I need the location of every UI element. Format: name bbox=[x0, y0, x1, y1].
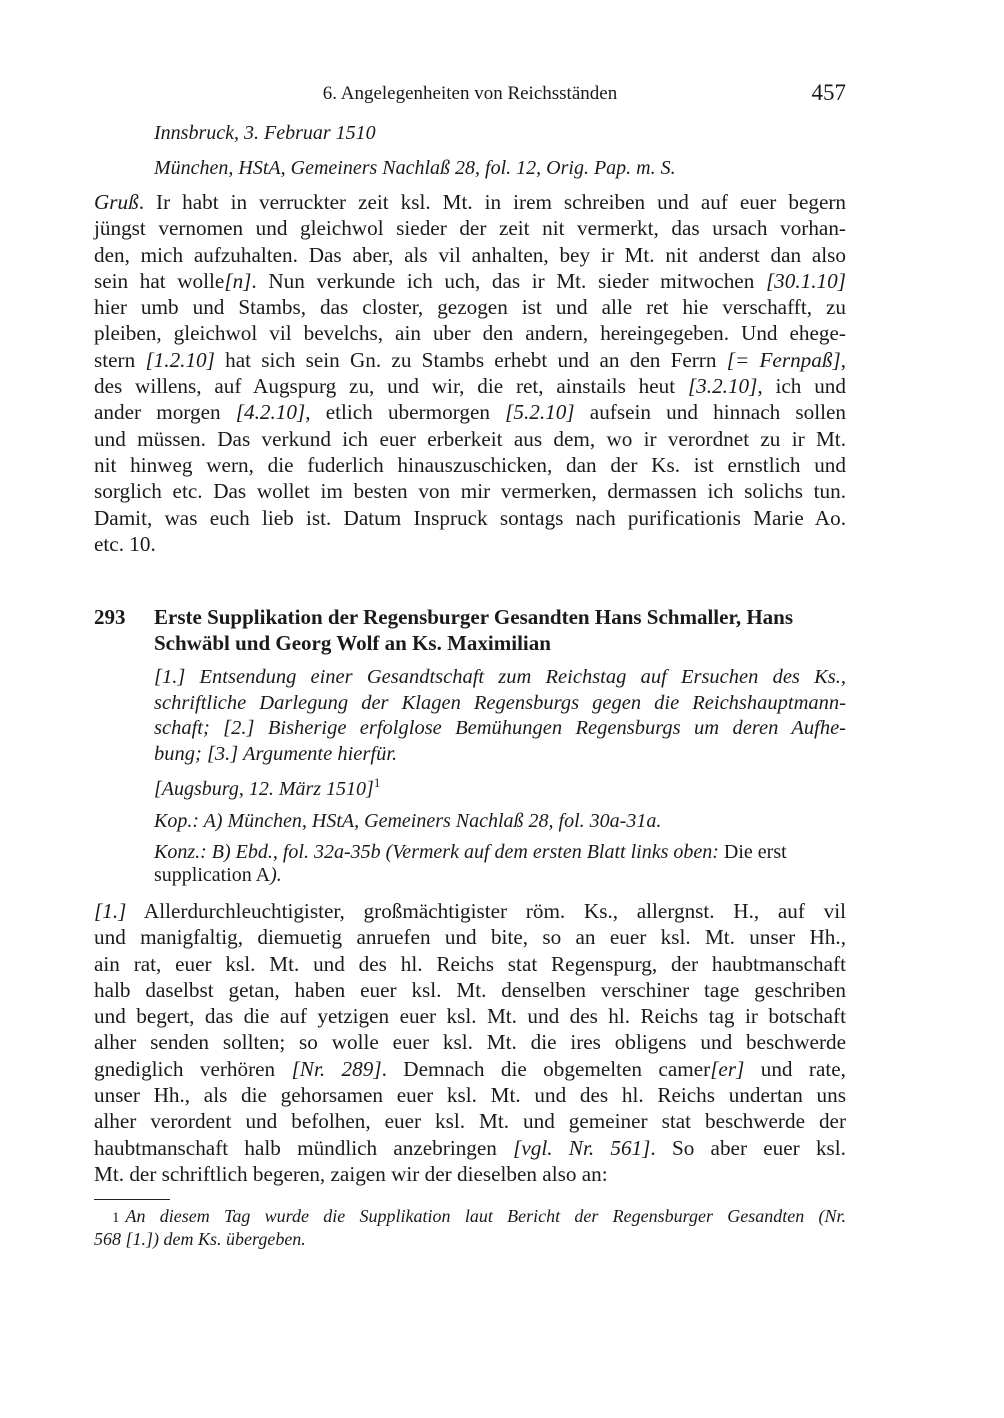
entry-regest bbox=[154, 665, 846, 767]
text-line bbox=[94, 426, 846, 452]
text-line bbox=[94, 268, 846, 294]
letter-place-date: Innsbruck, 3. Februar 1510 bbox=[154, 122, 376, 144]
text-line bbox=[94, 1108, 846, 1134]
text-run: unser Hh., als die gehorsamen euer ksl. Mt. und des hl. Reichs undertan uns bbox=[94, 1083, 846, 1108]
text-line bbox=[94, 373, 846, 399]
text-run: etc. 10. bbox=[94, 531, 156, 556]
text-run: hier umb und Stambs, das closter, gezogen ist und alle ret hie verschafft, zu bbox=[94, 295, 846, 320]
text-run: sorglich etc. Das wollet im besten von mir vermerken, dermassen ich solichs tun. bbox=[94, 479, 846, 504]
text-run: Damit, was euch lieb ist. Datum Inspruck sontags nach purificationis Marie Ao. bbox=[94, 505, 846, 530]
text-run: Mt. der schriftlich begeren, zaigen wir der dieselben also an: bbox=[94, 1161, 608, 1186]
text-run: den, mich aufzuhalten. Das aber, als vil anhalten, bey ir Mt. nit anderst dan also bbox=[94, 242, 846, 267]
text-run: aufsein und hinnach sollen bbox=[574, 400, 846, 425]
text-run: hat sich sein Gn. zu Stambs erhebt und an den Ferrn bbox=[214, 347, 727, 372]
editorial-italic: [1.2.10] bbox=[145, 347, 215, 372]
text-line bbox=[94, 294, 846, 320]
entry-title bbox=[154, 604, 846, 656]
text-run: . Ir habt in verruckter zeit ksl. Mt. in irem schreiben und auf euer begern bbox=[138, 190, 846, 214]
editorial-italic: [5.2.10] bbox=[505, 400, 575, 425]
supplication-body bbox=[94, 898, 846, 1187]
text-line bbox=[94, 1135, 846, 1161]
editorial-italic: Gruß bbox=[94, 190, 139, 214]
text-run: haubtmanschaft halb mündlich anzebringen bbox=[94, 1135, 514, 1160]
regest-line: schaft; [2.] Bisherige erfolglose Bemühungen Regensburgs um deren Aufhe- bbox=[154, 717, 846, 739]
editorial-italic: [Nr. 289] bbox=[291, 1056, 382, 1081]
footnote-rule bbox=[94, 1199, 170, 1200]
text-run: jüngst vernomen und gleichwol sieder der zeit nit vermerkt, das ursach vorhan- bbox=[94, 216, 846, 241]
entry-title-line: Erste Supplikation der Regensburger Gesandten Hans Schmaller, Hans bbox=[154, 605, 794, 629]
entry-number: 293 bbox=[94, 605, 126, 629]
editorial-italic: [n] bbox=[224, 268, 252, 293]
text-line bbox=[94, 898, 846, 924]
draft-source-close: ). bbox=[270, 864, 282, 886]
text-line bbox=[94, 1056, 846, 1082]
text-run: gnediglich verhören bbox=[94, 1056, 292, 1081]
text-run: ain rat, euer ksl. Mt. und des hl. Reichs stat Regenspurg, der haubtmanschaft bbox=[94, 951, 846, 976]
text-line bbox=[94, 242, 846, 268]
draft-source-italic: Konz.: B) Ebd., fol. 32a-35b (Vermerk auf dem ersten Blatt links oben: bbox=[154, 841, 719, 863]
footnote-ref: 1 bbox=[373, 775, 381, 790]
text-run: sein hat wolle bbox=[94, 268, 225, 293]
regest-line: schriftliche Darlegung der Klagen Regensburgs gegen die Reichshauptmann- bbox=[154, 691, 846, 714]
text-run: und manigfaltig, diemuetig anruefen und bite, so an euer ksl. Mt. unser Hh., bbox=[94, 925, 846, 950]
draft-source-quote-cont: supplication A bbox=[154, 864, 271, 886]
text-line bbox=[94, 505, 846, 531]
text-line bbox=[94, 215, 846, 241]
text-run: und müssen. Das verkund ich euer erberkeit aus dem, wo ir verordnet zu ir Mt. bbox=[94, 426, 846, 451]
text-line bbox=[94, 478, 846, 504]
text-line bbox=[94, 531, 846, 557]
text-line bbox=[94, 399, 846, 425]
editorial-italic: [3.2.10] bbox=[687, 374, 758, 399]
copy-source: Kop.: A) München, HStA, Gemeiners Nachlaß 28, fol. 30a-31a. bbox=[154, 810, 662, 832]
text-run: pleiben, gleichwol vil bevelchs, ain uber den andern, hereingegeben. Und ehege- bbox=[94, 321, 846, 346]
text-run: ander morgen bbox=[94, 400, 236, 425]
text-line bbox=[94, 452, 846, 478]
editorial-italic: [vgl. Nr. 561] bbox=[513, 1135, 651, 1160]
text-line bbox=[94, 320, 846, 346]
editorial-italic: [1.] bbox=[94, 899, 127, 923]
regest-line: bung; [3.] Argumente hierfür. bbox=[154, 742, 398, 765]
text-line bbox=[94, 977, 846, 1003]
editorial-italic: [30.1.10] bbox=[765, 268, 846, 293]
footnote-mark: 1 bbox=[112, 1210, 120, 1226]
footnote-line: 568 [1.]) dem Ks. übergeben. bbox=[94, 1229, 306, 1249]
text-line bbox=[94, 1082, 846, 1108]
text-run: stern bbox=[94, 347, 146, 372]
text-run: und rate, bbox=[744, 1056, 846, 1081]
text-line bbox=[94, 1003, 846, 1029]
text-line bbox=[94, 189, 846, 215]
text-run: , etlich ubermorgen bbox=[305, 400, 506, 425]
letter-source: München, HStA, Gemeiners Nachlaß 28, fol. 12, Orig. Pap. m. S. bbox=[154, 157, 676, 179]
entry-date bbox=[154, 775, 380, 801]
text-run: alher senden sollten; so wolle euer ksl. Mt. die ires obligens und beschwerde bbox=[94, 1030, 846, 1055]
text-run: halb daselbst getan, haben euer ksl. Mt. denselben verschiner tage geschriben bbox=[94, 977, 846, 1002]
text-run: alher verordent und befolhen, euer ksl. Mt. und gemeiner stat beschwerde der bbox=[94, 1109, 846, 1134]
page-number: 457 bbox=[811, 80, 846, 105]
footnote-line bbox=[94, 1206, 846, 1229]
text-run: , bbox=[840, 347, 846, 372]
running-head bbox=[94, 80, 846, 108]
text-line bbox=[94, 951, 846, 977]
footnote-text: An diesem Tag wurde die Supplikation laut Bericht der Regensburger Gesandten (Nr. bbox=[125, 1206, 846, 1226]
text-run: und begert, das die auf yetzigen euer ksl. Mt. und des hl. Reichs tag ir botschaft bbox=[94, 1004, 846, 1029]
footnote-1 bbox=[94, 1206, 846, 1250]
editorial-italic: [4.2.10] bbox=[235, 400, 306, 425]
draft-source-quote: Die erst bbox=[718, 841, 787, 863]
text-line bbox=[94, 1161, 846, 1187]
entry-title-line: Schwäbl und Georg Wolf an Ks. Maximilian bbox=[154, 631, 551, 655]
text-line bbox=[94, 924, 846, 950]
text-run: . So aber euer ksl. bbox=[650, 1135, 846, 1160]
editorial-italic: [er] bbox=[710, 1056, 745, 1081]
draft-source bbox=[154, 841, 787, 887]
text-run: des willens, auf Augspurg zu, und wir, die ret, ainstails heut bbox=[94, 374, 688, 399]
text-line bbox=[94, 347, 846, 373]
running-head-title: 6. Angelegenheiten von Reichsständen bbox=[322, 83, 618, 104]
text-run: , ich und bbox=[757, 374, 846, 399]
entry-date-text: [Augsburg, 12. März 1510] bbox=[154, 778, 374, 800]
editorial-italic: [= Fernpaß] bbox=[726, 347, 841, 372]
letter-body bbox=[94, 189, 846, 557]
text-run: Allerdurchleuchtigister, großmächtigister röm. Ks., allergnst. H., auf vil bbox=[126, 899, 846, 923]
text-run: . Demnach die obgemelten camer bbox=[381, 1056, 711, 1081]
text-line bbox=[94, 1029, 846, 1055]
text-run: nit hinweg wern, die fuderlich hinauszuschicken, dan der Ks. ist ernstlich und bbox=[94, 452, 846, 477]
text-run: . Nun verkunde ich uch, das ir Mt. sieder mitwochen bbox=[251, 268, 766, 293]
regest-line: [1.] Entsendung einer Gesandtschaft zum Reichstag auf Ersuchen des Ks., bbox=[154, 666, 846, 688]
